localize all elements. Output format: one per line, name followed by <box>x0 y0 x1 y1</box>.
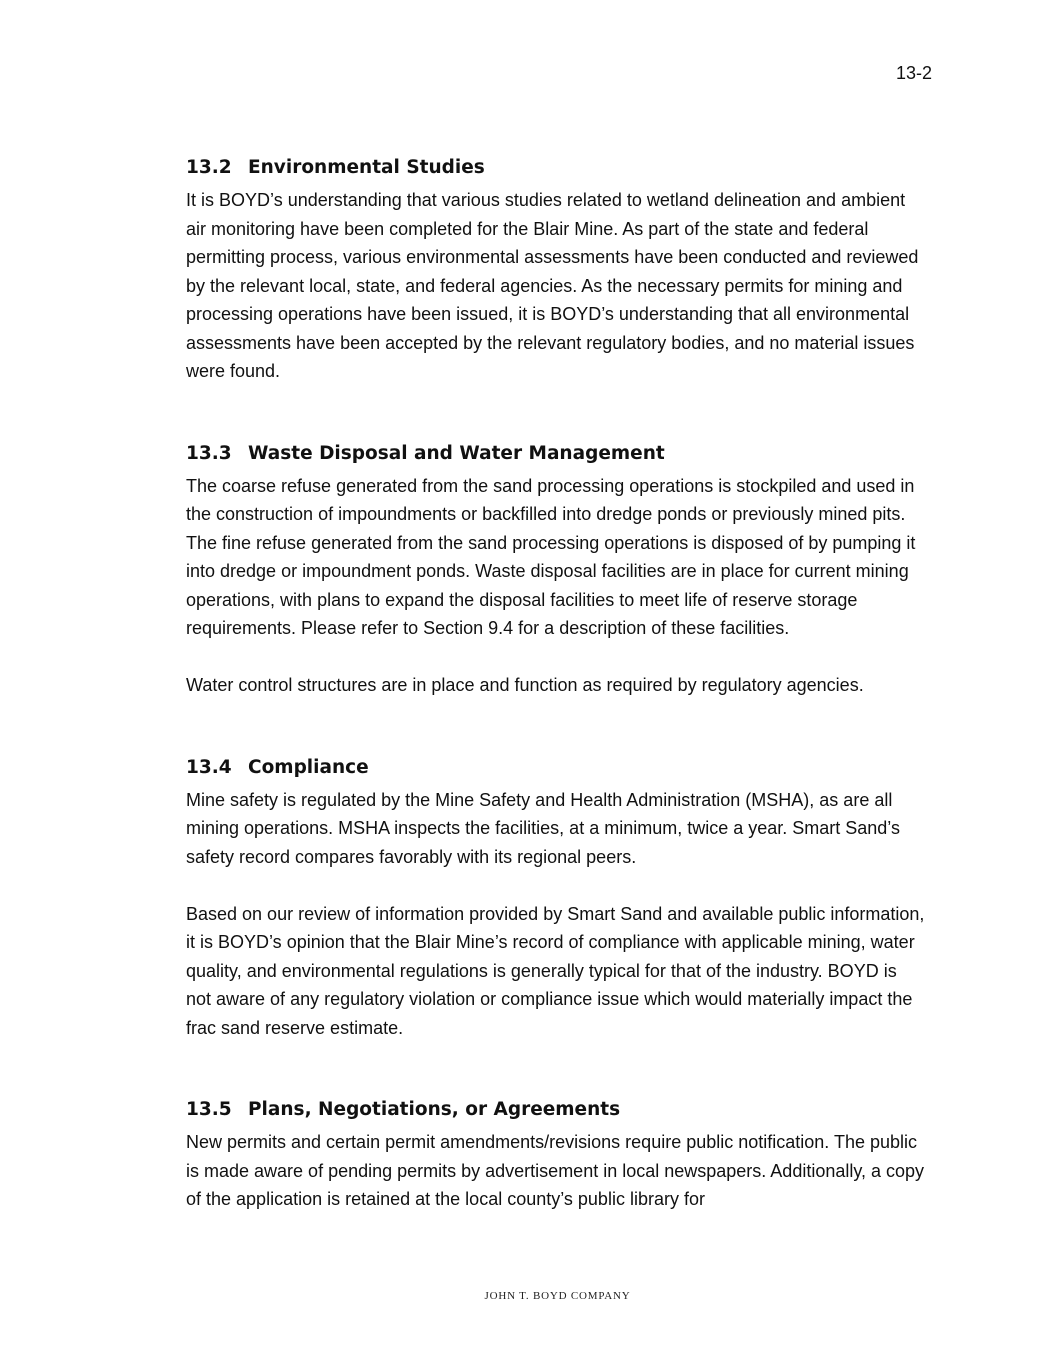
section-title: Waste Disposal and Water Management <box>248 442 665 464</box>
paragraph: Water control structures are in place and function as required by regulatory agencies. <box>186 675 864 695</box>
paragraph: Based on our review of information provided by Smart Sand and available public information, it is BOYD’s opinion that the Blair Mine’s record of compliance with applicable mining, water quality, and environmental regulations is generally typical for that of the industry. BOYD is not aware of any regulatory violation or compliance issue which would materially impact the frac sand reserve estimate. <box>186 903 925 1038</box>
section-number: 13.3 <box>186 442 232 464</box>
section-heading <box>186 1098 926 1122</box>
section-number: 13.2 <box>186 157 232 178</box>
page-number: 13-2 <box>895 63 932 83</box>
paragraph: It is BOYD’s understanding that various studies related to wetland delineation and ambient air monitoring have been completed for the Blair Mine. As part of the state and federal permitting process, various environmental assessments have been conducted and reviewed by the relevant local, state, and federal agencies. As the necessary permits for mining and processing operations have been issued, it is BOYD’s understanding that all environmental assessments have been accepted by the relevant regulatory bodies, and no material issues were found. <box>186 190 919 381</box>
section-heading <box>186 156 926 180</box>
section-plans-negotiations <box>186 1098 926 1214</box>
footer-company-name: JOHN T. BOYD COMPANY <box>484 1290 631 1302</box>
paragraph: Mine safety is regulated by the Mine Safety and Health Administration (MSHA), as are all mining operations. MSHA inspects the facilities, at a minimum, twice a year. Smart Sand’s safety record compares favorably with its regional peers. <box>186 789 900 867</box>
section-heading <box>186 442 926 466</box>
section-number: 13.4 <box>186 756 232 778</box>
paragraph: New permits and certain permit amendments/revisions require public notification. The public is made aware of pending permits by advertisement in local newspapers. Additionally, a copy of the application is retained at the local county’s public library for <box>186 1132 925 1209</box>
section-compliance <box>186 756 926 1043</box>
section-title: Plans, Negotiations, or Agreements <box>248 1099 621 1120</box>
paragraph: The coarse refuse generated from the sand processing operations is stockpiled and used in the construction of impoundments or backfilled into dredge ponds or previously mined pits. The fine refuse generated from the sand processing operations is disposed of by pumping it into dredge or impoundment ponds. Waste disposal facilities are in place for current mining operations, with plans to expand the disposal facilities to meet life of reserve storage requirements. Please refer to Section 9.4 for a description of these facilities. <box>186 475 916 638</box>
section-waste-disposal <box>186 442 926 700</box>
section-environmental-studies <box>186 156 926 386</box>
section-title: Environmental Studies <box>248 157 485 178</box>
section-heading <box>186 756 926 780</box>
document-body <box>186 156 926 1270</box>
section-number: 13.5 <box>186 1099 232 1120</box>
section-title: Compliance <box>248 756 369 778</box>
